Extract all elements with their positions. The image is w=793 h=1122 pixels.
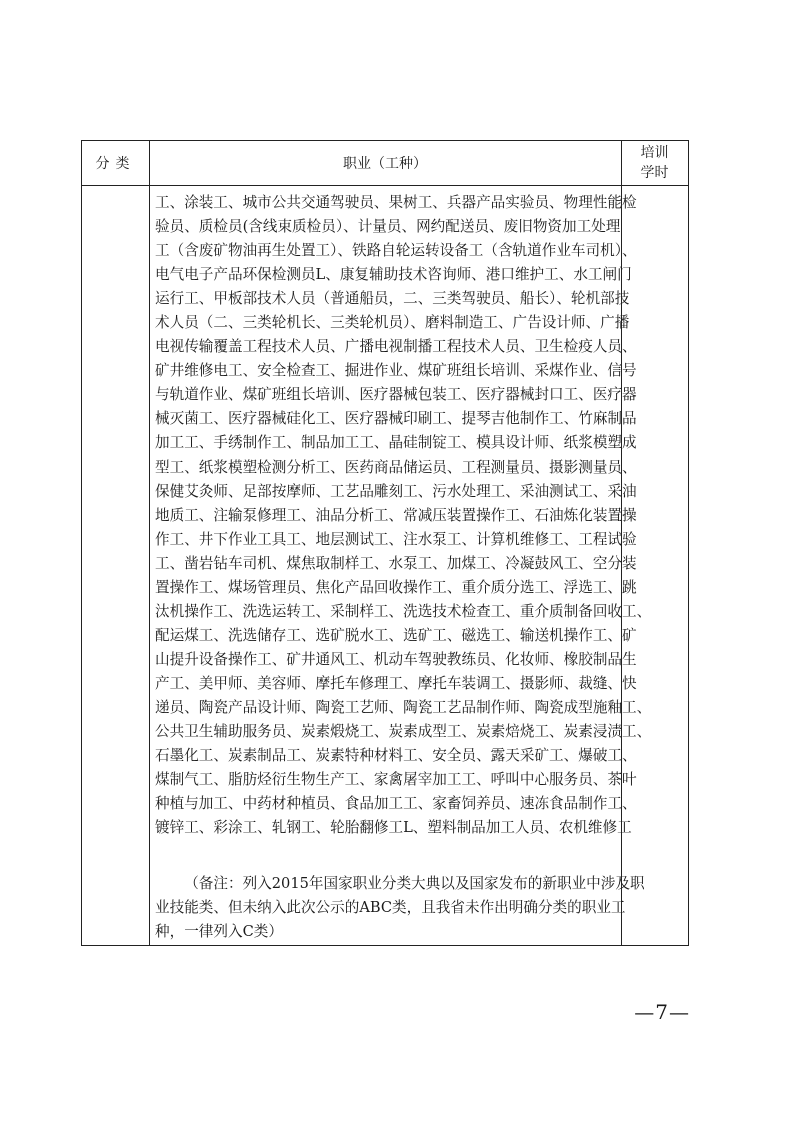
occupation-line: 械灭菌工、医疗器械硅化工、医疗器械印刷工、提琴吉他制作工、竹麻制品: [155, 410, 637, 428]
occupation-line: 保健艾灸师、足部按摩师、工艺品雕刻工、污水处理工、采油测试工、采油: [155, 482, 637, 500]
occupation-line: 验员、质检员(含线束质检员）、计量员、网约配送员、废旧物资加工处理: [155, 218, 621, 236]
note-line: （备注：列入2015年国家职业分类大典以及国家发布的新职业中涉及职: [184, 875, 645, 892]
header-category: 分类: [95, 156, 136, 172]
occupation-line: 电视传输覆盖工程技术人员、广播电视制播工程技术人员、卫生检疫人员、: [155, 338, 637, 356]
occupation-line: 镀锌工、彩涂工、轧钢工、轮胎翻修工L、塑料制品加工人员、农机维修工: [155, 819, 632, 837]
header-occupation: 职业（工种）: [343, 156, 427, 172]
occupation-line: 山提升设备操作工、矿井通风工、机动车驾驶教练员、化妆师、橡胶制品生: [155, 650, 637, 668]
occupation-line: 种植与加工、中药材种植员、食品加工工、家畜饲养员、速冻食品制作工、: [155, 795, 637, 813]
occupation-line: 产工、美甲师、美容师、摩托车修理工、摩托车装调工、摄影师、裁缝、快: [155, 674, 637, 692]
occupation-table: [81, 140, 689, 946]
occupation-line: 术人员（二、三类轮机长、三类轮机员）、磨料制造工、广告设计师、广播: [155, 314, 630, 332]
occupation-line: 公共卫生辅助服务员、炭素煅烧工、炭素成型工、炭素焙烧工、炭素浸渍工、: [155, 723, 652, 741]
occupation-line: 作工、井下作业工具工、地层测试工、注水泵工、计算机维修工、工程试验: [155, 530, 637, 548]
occupation-line: 递员、陶瓷产品设计师、陶瓷工艺师、陶瓷工艺品制作师、陶瓷成型施釉工、: [155, 698, 652, 716]
occupation-line: 工、凿岩钻车司机、煤焦取制样工、水泵工、加煤工、冷凝鼓风工、空分装: [155, 554, 637, 572]
occupation-list: [155, 191, 652, 840]
occupation-line: 地质工、注输泵修理工、油品分析工、常减压装置操作工、石油炼化装置操: [155, 506, 637, 524]
header-hours-line1: 培训: [640, 145, 669, 161]
note-line: 种，一律列入C类）: [155, 923, 283, 940]
occupation-line: 矿井维修电工、安全检查工、掘进作业、煤矿班组长培训、采煤作业、信号: [155, 362, 637, 380]
occupation-line: 工、涂装工、城市公共交通驾驶员、果树工、兵器产品实验员、物理性能检: [155, 194, 637, 211]
page-number: —7—: [634, 1000, 690, 1024]
occupation-line: 电气电子产品环保检测员L、康复辅助技术咨询师、港口维护工、水工闸门: [155, 266, 632, 284]
header-hours-line2: 学时: [640, 165, 669, 181]
occupation-line: 汰机操作工、洗选运转工、采制样工、洗选技术检查工、重介质制备回收工、: [155, 602, 652, 620]
header-divider: [82, 185, 688, 186]
occupation-line: 置操作工、煤场管理员、焦化产品回收操作工、重介质分选工、浮选工、跳: [155, 578, 637, 596]
occupation-line: 运行工、甲板部技术人员（普通船员，二、三类驾驶员、船长）、轮机部技: [155, 290, 630, 308]
header-training-hours: [621, 141, 688, 185]
occupation-line: 加工工、手绣制作工、制品加工工、晶硅制锭工、模具设计师、纸浆模塑成: [155, 434, 637, 452]
occupation-line: 工（含废矿物油再生处置工）、铁路自轮运转设备工（含轨道作业车司机）、: [155, 242, 637, 260]
column-divider: [149, 141, 150, 945]
occupation-line: 型工、纸浆模塑检测分析工、医药商品储运员、工程测量员、摄影测量员、: [155, 458, 637, 476]
occupation-line: 配运煤工、洗选储存工、选矿脱水工、选矿工、磁选工、输送机操作工、矿: [155, 626, 637, 644]
occupation-line: 石墨化工、炭素制品工、炭素特种材料工、安全员、露天采矿工、爆破工、: [155, 747, 637, 765]
occupation-line: 煤制气工、脂肪烃衍生物生产工、家禽屠宰加工工、呼叫中心服务员、茶叶: [155, 771, 637, 789]
note-line: 业技能类、但未纳入此次公示的ABC类，且我省未作出明确分类的职业工: [155, 899, 626, 916]
table-note: [155, 872, 645, 944]
occupation-line: 与轨道作业、煤矿班组长培训、医疗器械包装工、医疗器械封口工、医疗器: [155, 386, 637, 404]
